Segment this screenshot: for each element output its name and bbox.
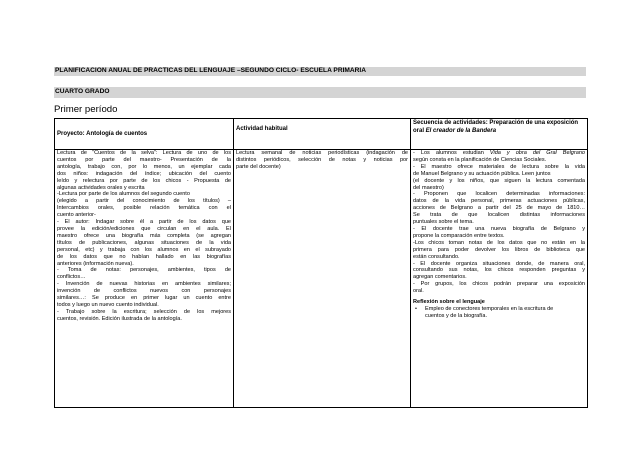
- header-sequence-emphasis: El creador de la Bandera: [424, 128, 497, 134]
- sequence-cell: [411, 150, 588, 408]
- sequence-line: puntuales sobre el tema.: [413, 219, 474, 226]
- period-heading: Primer período: [54, 104, 118, 115]
- reflection-bullet-continued: cuentos y de la biografía.: [425, 312, 487, 319]
- habitual-line: distintos periódicos, selección de notas y noticias por: [236, 156, 408, 163]
- planning-table: [54, 118, 588, 408]
- sequence-line: - Proponen que localicen determinadas informaciones:: [413, 191, 585, 198]
- project-line: - Trabajo sobre la escritura; selección de los mejores: [57, 308, 231, 315]
- sequence-lines: [413, 157, 585, 295]
- sequence-line: consultando sus notas, los chicos responden preguntas y: [413, 267, 585, 274]
- table-body-row: [55, 150, 588, 408]
- project-line: anteriores (información nueva).: [57, 260, 134, 267]
- project-line: antología, trabajo con, por lo menos, un ejemplar cada: [57, 163, 231, 170]
- project-line: (elegido a partir del conocimiento de los títulos) –: [57, 198, 231, 205]
- habitual-line: parte del docente): [236, 163, 281, 170]
- sequence-line: - El docente organiza situaciones donde, de manera oral,: [413, 260, 585, 267]
- sequence-line: agregan comentarios.: [413, 274, 467, 281]
- project-line: maestro ofrece una biografía más completa (se agregan: [57, 232, 231, 239]
- project-line: Lectura de “Cuentos de la selva”: Lectura de uno de los: [57, 150, 231, 156]
- project-line: todos y luego un nuevo cuento individual.: [57, 301, 159, 308]
- sequence-line: Se trata de que localicen distintas informaciones: [413, 212, 585, 219]
- plan-title: PLANIFICACIÓN ANUAL DE PRÁCTICAS DEL LENGUAJE –SEGUNDO CICLO- ESCUELA PRIMARIA: [54, 67, 586, 76]
- sequence-line: datos de la vida personal, primeras actuaciones públicas,: [413, 198, 585, 205]
- project-line: títulos de publicaciones, algunas situaciones de la vida: [57, 239, 231, 246]
- project-cell: [55, 150, 234, 408]
- header-sequence-text: Secuencia de actividades: Preparación de una exposición oral: [413, 120, 579, 134]
- project-line: invención de conflictos nuevos con personajes: [57, 288, 231, 295]
- header-sequence: [411, 119, 588, 150]
- sequence-line: acciones de Belgrano a partir del 25 de mayo de 1810…: [413, 205, 585, 212]
- sequence-line: - Por grupos, los chicos podrán preparar una exposición: [413, 281, 585, 288]
- project-line: de los datos que no habían hallado en las biografías: [57, 253, 231, 260]
- project-line: Intercambios orales, posible relación temática con el: [57, 205, 231, 212]
- sequence-line: (el docente y los niños, que siguen la lectura comentada: [413, 177, 585, 184]
- project-line: cuentos por parte del maestro- Presentación de la: [57, 156, 231, 163]
- sequence-line: están consultando.: [413, 253, 460, 260]
- sequence-line: de Manuel Belgrano y su actuación pública. Leen juntos: [413, 170, 551, 177]
- project-line: leído y relectura por parte de los chicos - Propuesta de: [57, 177, 231, 184]
- project-line: similares…: Se produce en primer lugar un cuento entre: [57, 295, 231, 302]
- project-line: -Lectura por parte de los alumnos del segundo cuento: [57, 191, 190, 198]
- sequence-line: propone la comparación entre textos.: [413, 232, 505, 239]
- project-line: - El autor: Indagar sobre él a partir de los datos que: [57, 219, 231, 226]
- project-line: personal, etc) y trabaja con los alumnos en el subrayado: [57, 246, 231, 253]
- reflection-bullet: • Empleo de conectores temporales en la escritura de: [413, 306, 585, 313]
- project-line: conflictos…: [57, 274, 86, 281]
- sequence-first-line: [413, 150, 585, 157]
- reflection-title: Reflexión sobre el lenguaje: [413, 299, 485, 306]
- sequence-line: - El maestro ofrece materiales de lectura sobre la vida: [413, 163, 585, 170]
- sequence-line: -Los chicos toman notas de los datos que no están en la: [413, 239, 585, 246]
- project-line: cuentos, revisión. Edición ilustrada de la antología.: [57, 315, 182, 322]
- grade-heading: CUARTO GRADO: [54, 87, 586, 98]
- project-line: provee la edición/ediciones que circulan en el aula. El: [57, 225, 231, 232]
- sequence-book-title: Vida y obra del Gral Belgrano: [489, 150, 585, 156]
- habitual-cell: [234, 150, 411, 408]
- sequence-first-line-text: - Los alumnos estudian: [413, 150, 484, 156]
- project-line: algunas actividades orales y escrita: [57, 184, 145, 191]
- header-project: Proyecto: Antología de cuentos: [55, 119, 234, 150]
- header-habitual: Actividad habitual: [234, 119, 411, 150]
- project-line: - Invención de nuevas historias en ambientes similares;: [57, 281, 231, 288]
- sequence-line: del maestro): [413, 184, 444, 191]
- sequence-line: según consta en la planificación de Ciencias Sociales.: [413, 156, 547, 163]
- sequence-line: primera para poder devolver los libros de biblioteca que: [413, 246, 585, 253]
- habitual-line: Lectura semanal de noticias periodísticas (indagación de: [236, 150, 408, 156]
- project-line: - Toma de notas: personajes, ambientes, tipos de: [57, 267, 231, 274]
- project-line: cuento anterior-: [57, 212, 96, 219]
- sequence-line: oral.: [413, 288, 424, 295]
- table-header-row: [55, 119, 588, 150]
- sequence-line: - El docente trae una nueva biografía de Belgrano y: [413, 225, 585, 232]
- project-line: dos niños: indagación del índice; ubicación del cuento: [57, 170, 231, 177]
